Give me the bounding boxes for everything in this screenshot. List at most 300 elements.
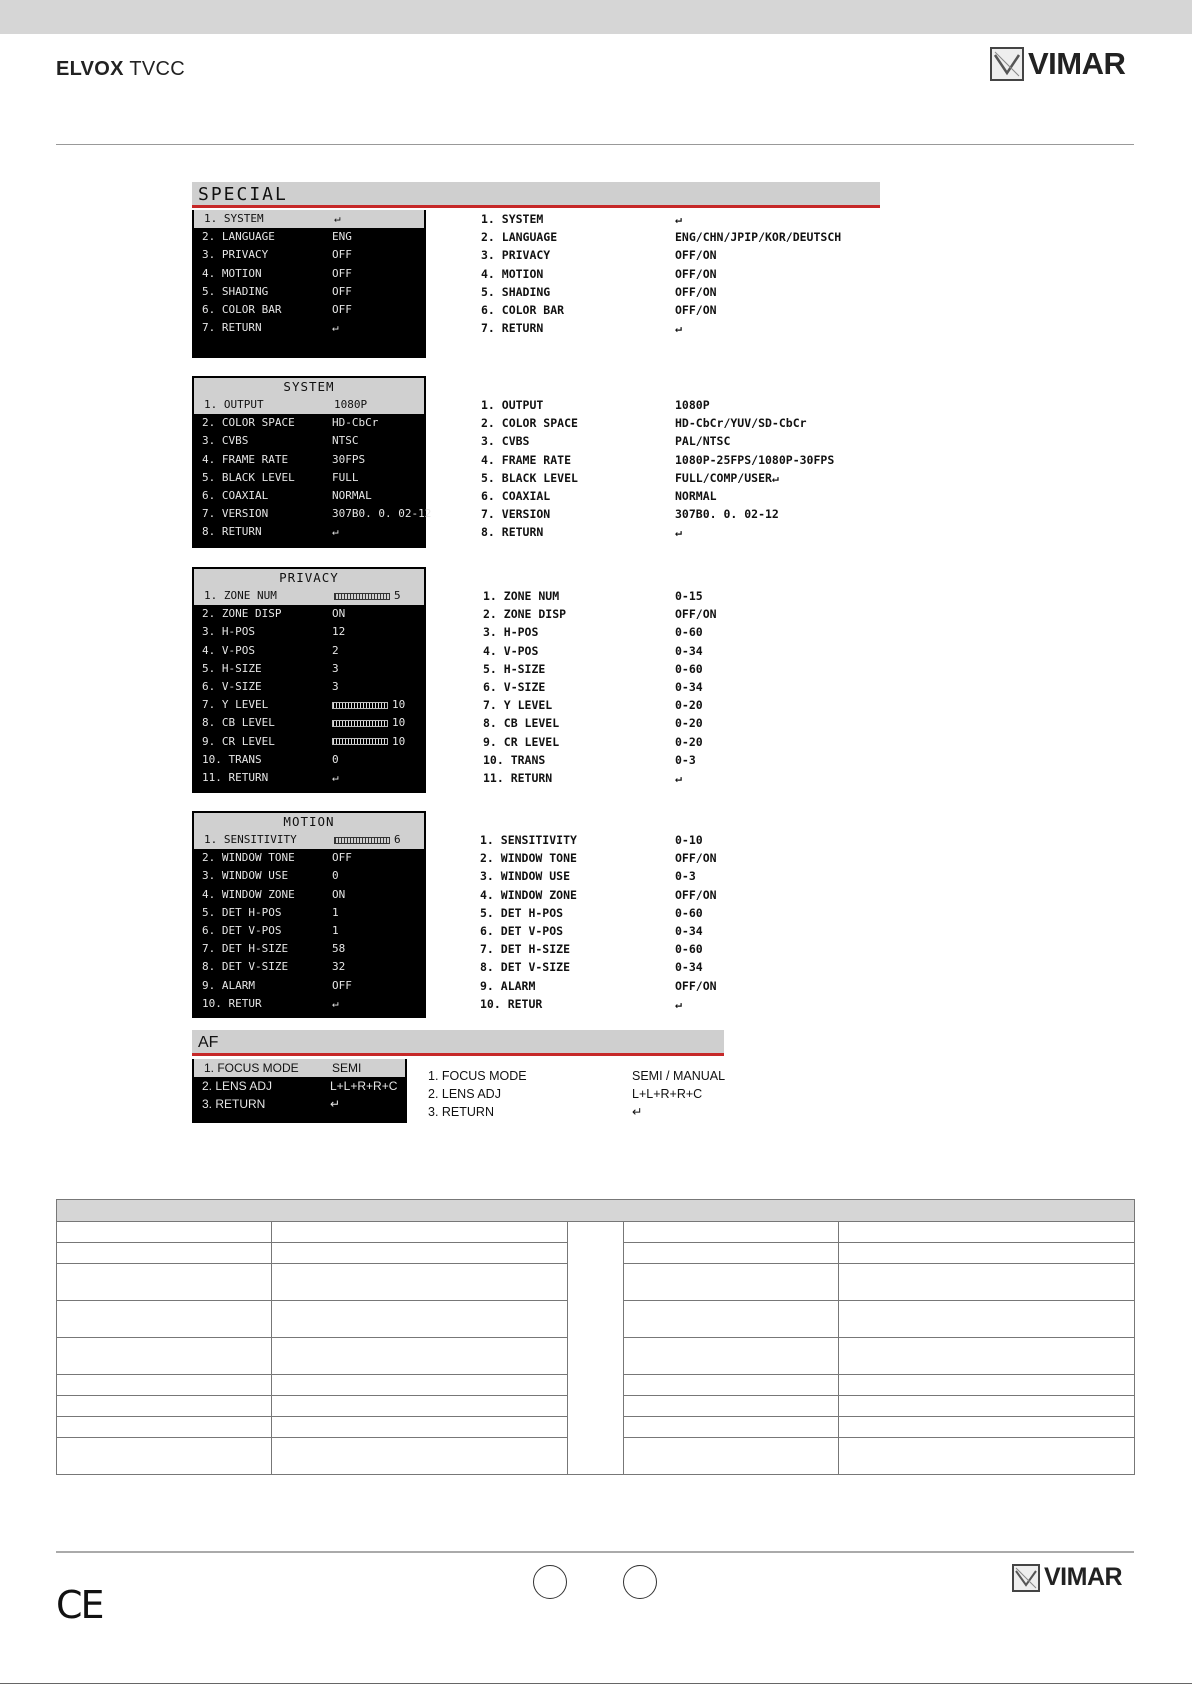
- table-cell: [271, 1438, 567, 1475]
- motion-osd-header: MOTION: [194, 813, 424, 831]
- level-bar-icon: [332, 738, 388, 745]
- osd-menu-row: [192, 904, 426, 922]
- option-range: 0-34: [675, 643, 703, 658]
- option-label: 2. WINDOW TONE: [480, 851, 577, 866]
- option-row: [481, 396, 881, 414]
- osd-value-text: 32: [332, 960, 346, 974]
- osd-item-label: 5. H-SIZE: [202, 661, 262, 675]
- table-cell: [839, 1338, 1135, 1375]
- osd-item-label: 8. CB LEVEL: [202, 716, 275, 730]
- option-range: OFF/ON: [675, 978, 717, 993]
- osd-item-value: [332, 958, 345, 976]
- osd-value-text: ON: [332, 607, 346, 621]
- option-label: 5. SHADING: [481, 284, 551, 299]
- option-label: 10. RETUR: [480, 996, 543, 1011]
- option-row: [483, 751, 883, 769]
- osd-menu-row: [192, 246, 426, 264]
- option-range: 0-60: [675, 905, 703, 920]
- osd-menu-row: [192, 523, 426, 541]
- option-label: 5. H-SIZE: [483, 661, 546, 676]
- option-label: 5. BLACK LEVEL: [481, 470, 578, 485]
- osd-item-label: 5. DET H-POS: [202, 905, 282, 919]
- af-banner: AF: [192, 1030, 724, 1056]
- option-label: 1. OUTPUT: [481, 398, 544, 412]
- table-cell: [271, 1417, 567, 1438]
- option-range: L+L+R+R+C: [632, 1087, 703, 1102]
- option-row: [481, 265, 881, 283]
- osd-item-label: 2. ZONE DISP: [202, 607, 282, 621]
- option-label: 1. FOCUS MODE: [428, 1069, 527, 1083]
- option-row: [481, 469, 881, 487]
- osd-menu-row: [192, 751, 426, 769]
- osd-value-text: 10: [392, 716, 406, 730]
- brand-light: TVCC: [129, 58, 185, 80]
- af-osd-panel: [192, 1059, 407, 1123]
- brand-title: [56, 58, 185, 81]
- osd-item-label: 9. CR LEVEL: [202, 734, 275, 748]
- option-range: ↵: [675, 996, 682, 1011]
- option-range: 0-3: [675, 869, 696, 884]
- table-cell: [57, 1222, 272, 1243]
- option-label: 3. H-POS: [483, 625, 539, 640]
- osd-menu-row: [192, 995, 426, 1013]
- option-range: 0-3: [675, 752, 696, 767]
- osd-value-text: ↵: [332, 996, 339, 1010]
- osd-value-text: 3: [332, 661, 339, 675]
- osd-item-value: [334, 587, 401, 605]
- osd-item-label: 10. RETUR: [202, 996, 262, 1010]
- osd-item-value: [332, 246, 352, 264]
- table-cell: [271, 1375, 567, 1396]
- osd-item-value: [334, 210, 341, 228]
- option-row: [481, 451, 881, 469]
- osd-item-label: 11. RETURN: [202, 770, 269, 784]
- option-range: 0-34: [675, 679, 703, 694]
- table-cell: [839, 1243, 1135, 1264]
- osd-item-label: 2. WINDOW TONE: [202, 851, 295, 865]
- osd-value-text: HD-CbCr: [332, 416, 379, 430]
- osd-value-text: L+L+R+R+C: [330, 1079, 398, 1094]
- system-osd-panel: [192, 376, 432, 548]
- table-cell: [624, 1375, 839, 1396]
- option-row: [480, 849, 880, 867]
- system-osd-header: SYSTEM: [194, 378, 424, 396]
- table-cell: [624, 1243, 839, 1264]
- table-cell: [624, 1438, 839, 1475]
- osd-item-label: 3. CVBS: [202, 434, 249, 448]
- osd-menu-row: [192, 228, 426, 246]
- option-range: 1080P-25FPS/1080P-30FPS: [675, 452, 835, 467]
- system-options-list: [481, 396, 881, 542]
- option-label: 8. RETURN: [481, 525, 544, 540]
- option-row: [481, 487, 881, 505]
- osd-item-label: 2. COLOR SPACE: [202, 416, 295, 430]
- osd-item-value: [332, 469, 359, 487]
- osd-item-label: 10. TRANS: [202, 752, 262, 766]
- option-row: [483, 714, 883, 732]
- osd-menu-row: [192, 283, 426, 301]
- osd-item-value: [332, 904, 339, 922]
- option-range: OFF/ON: [675, 887, 717, 902]
- table-cell: [57, 1375, 272, 1396]
- osd-item-value: [334, 396, 367, 414]
- osd-menu-row: [194, 1059, 405, 1077]
- option-range: NORMAL: [675, 488, 717, 503]
- motion-options-list: [480, 831, 880, 1013]
- certification-circle-1: [533, 1565, 567, 1599]
- option-row: [483, 605, 883, 623]
- osd-value-text: 2: [332, 643, 339, 657]
- table-cell: [839, 1438, 1135, 1475]
- option-row: [428, 1085, 738, 1103]
- osd-item-value: [332, 605, 345, 623]
- table-cell: [271, 1396, 567, 1417]
- osd-item-value: [332, 849, 352, 867]
- level-bar-icon: [334, 837, 390, 844]
- table-cell: [839, 1264, 1135, 1301]
- osd-value-text: ↵: [332, 525, 339, 539]
- footer-divider: [56, 1551, 1134, 1553]
- osd-menu-row: [192, 886, 426, 904]
- osd-menu-row: [192, 623, 426, 641]
- option-label: 4. FRAME RATE: [481, 452, 572, 467]
- option-label: 1. SYSTEM: [481, 212, 544, 226]
- osd-item-label: 4. V-POS: [202, 643, 255, 657]
- osd-item-value: [332, 696, 405, 714]
- osd-item-value: [332, 886, 345, 904]
- osd-value-text: 3: [332, 679, 339, 693]
- osd-item-value: [332, 922, 339, 940]
- option-range: 0-20: [675, 698, 703, 713]
- header-divider: [56, 144, 1134, 145]
- osd-menu-row: [192, 301, 426, 319]
- osd-item-label: 9. ALARM: [202, 978, 255, 992]
- table-cell: [271, 1222, 567, 1243]
- option-range: FULL/COMP/USER↵: [675, 470, 779, 485]
- vimar-logo-footer: [1012, 1563, 1122, 1592]
- table-cell: [57, 1243, 272, 1264]
- table-cell: [839, 1417, 1135, 1438]
- osd-item-value: [332, 487, 372, 505]
- osd-value-text: 1: [332, 923, 339, 937]
- option-range: ↵: [675, 525, 682, 540]
- table-cell: [624, 1338, 839, 1375]
- osd-menu-row: [192, 849, 426, 867]
- osd-value-text: 10: [392, 698, 406, 712]
- option-label: 11. RETURN: [483, 770, 553, 785]
- option-row: [428, 1067, 738, 1085]
- option-range: 0-60: [675, 625, 703, 640]
- option-range: ↵: [675, 770, 682, 785]
- osd-menu-row: [194, 396, 424, 414]
- osd-item-label: 3. PRIVACY: [202, 248, 269, 262]
- osd-item-label: 3. RETURN: [202, 1097, 266, 1112]
- osd-item-value: [332, 769, 339, 787]
- osd-item-label: 4. MOTION: [202, 266, 262, 280]
- option-row: [480, 940, 880, 958]
- specification-table: [56, 1199, 1135, 1475]
- table-cell: [57, 1417, 272, 1438]
- privacy-options-list: [483, 587, 883, 787]
- osd-value-text: OFF: [332, 302, 352, 316]
- osd-menu-row: [194, 831, 424, 849]
- option-row: [483, 660, 883, 678]
- osd-value-text: 1: [332, 905, 339, 919]
- option-row: [481, 414, 881, 432]
- osd-item-label: 7. Y LEVEL: [202, 698, 269, 712]
- osd-value-text: ↵: [334, 212, 341, 225]
- option-range: PAL/NTSC: [675, 434, 731, 449]
- osd-menu-row: [192, 432, 426, 450]
- table-cell: [624, 1222, 839, 1243]
- table-cell: [624, 1301, 839, 1338]
- osd-value-text: NORMAL: [332, 488, 372, 502]
- osd-item-label: 7. VERSION: [202, 507, 269, 521]
- motion-osd-panel: [192, 811, 426, 1018]
- option-row: [483, 733, 883, 751]
- osd-value-text: 12: [332, 625, 346, 639]
- table-cell: [839, 1375, 1135, 1396]
- table-cell: [57, 1338, 272, 1375]
- osd-menu-row: [192, 1095, 407, 1113]
- osd-menu-row: [192, 922, 426, 940]
- osd-menu-row: [194, 587, 424, 605]
- vimar-logo-header: [990, 46, 1125, 82]
- option-label: 2. COLOR SPACE: [481, 416, 578, 431]
- osd-value-text: ENG: [332, 230, 352, 244]
- option-label: 5. DET H-POS: [480, 905, 564, 920]
- osd-value-text: NTSC: [332, 434, 359, 448]
- option-range: 0-10: [675, 833, 703, 847]
- osd-menu-row: [192, 769, 426, 787]
- osd-item-value: [334, 831, 401, 849]
- table-cell: [57, 1264, 272, 1301]
- option-range: ENG/CHN/JPIP/KOR/DEUTSCH: [675, 230, 842, 245]
- osd-menu-row: [192, 867, 426, 885]
- option-row: [480, 977, 880, 995]
- osd-menu-row: [192, 414, 426, 432]
- osd-value-text: OFF: [332, 851, 352, 865]
- option-row: [480, 958, 880, 976]
- osd-item-label: 5. BLACK LEVEL: [202, 470, 295, 484]
- option-range: 0-60: [675, 942, 703, 957]
- option-range: 0-20: [675, 716, 703, 731]
- osd-menu-row: [192, 505, 432, 523]
- option-range: OFF/ON: [675, 607, 717, 622]
- ce-mark: CE: [56, 1583, 103, 1627]
- osd-item-label: 1. SENSITIVITY: [204, 833, 297, 846]
- osd-item-value: [332, 1059, 361, 1077]
- osd-item-label: 4. FRAME RATE: [202, 452, 289, 466]
- option-row: [483, 696, 883, 714]
- osd-item-value: [332, 228, 352, 246]
- option-range: 0-34: [675, 960, 703, 975]
- privacy-osd-panel: [192, 567, 426, 793]
- option-row: [481, 523, 881, 541]
- option-row: [481, 228, 881, 246]
- osd-value-text: 307B0. 0. 02-12: [332, 507, 432, 521]
- vimar-logo-text: VIMAR: [1028, 46, 1126, 81]
- osd-value-text: OFF: [332, 978, 352, 992]
- option-label: 6. DET V-POS: [480, 923, 564, 938]
- osd-item-value: [332, 642, 339, 660]
- af-options-list: [428, 1067, 738, 1122]
- osd-menu-row: [192, 605, 426, 623]
- option-row: [480, 904, 880, 922]
- option-label: 9. CR LEVEL: [483, 734, 560, 749]
- option-label: 2. LENS ADJ: [428, 1087, 501, 1102]
- privacy-osd-header: PRIVACY: [194, 569, 424, 587]
- option-label: 7. DET H-SIZE: [480, 942, 571, 957]
- page-bottom-line: [0, 1683, 1192, 1684]
- option-range: OFF/ON: [675, 284, 717, 299]
- option-label: 8. CB LEVEL: [483, 716, 560, 731]
- osd-value-text: FULL: [332, 470, 359, 484]
- option-range: OFF/ON: [675, 248, 717, 263]
- osd-item-label: 6. V-SIZE: [202, 679, 262, 693]
- top-bar: [0, 0, 1192, 34]
- osd-menu-row: [192, 678, 426, 696]
- option-label: 4. WINDOW ZONE: [480, 887, 577, 902]
- option-row: [483, 623, 883, 641]
- option-row: [483, 678, 883, 696]
- osd-item-value: [332, 432, 359, 450]
- osd-value-text: 58: [332, 942, 346, 956]
- option-range: 307B0. 0. 02-12: [675, 507, 779, 522]
- table-cell: [839, 1222, 1135, 1243]
- option-label: 3. CVBS: [481, 434, 530, 449]
- option-label: 7. Y LEVEL: [483, 698, 553, 713]
- osd-menu-row: [192, 642, 426, 660]
- osd-menu-row: [192, 1077, 407, 1095]
- osd-menu-row: [192, 696, 426, 714]
- osd-item-value: [332, 940, 345, 958]
- option-row: [480, 995, 880, 1013]
- osd-value-text: OFF: [332, 266, 352, 280]
- option-range: HD-CbCr/YUV/SD-CbCr: [675, 416, 807, 431]
- osd-item-value: [332, 660, 339, 678]
- option-range: 0-34: [675, 923, 703, 938]
- osd-item-label: 4. WINDOW ZONE: [202, 887, 295, 901]
- osd-value-text: 10: [392, 734, 406, 748]
- option-range: OFF/ON: [675, 302, 717, 317]
- osd-menu-row: [192, 733, 426, 751]
- special-options-list: [481, 210, 881, 337]
- table-cell: [624, 1264, 839, 1301]
- option-label: 9. ALARM: [480, 978, 536, 993]
- osd-item-label: 6. DET V-POS: [202, 923, 282, 937]
- option-row: [483, 769, 883, 787]
- option-range: 0-15: [675, 589, 703, 603]
- osd-item-value: [332, 283, 352, 301]
- osd-value-text: OFF: [332, 284, 352, 298]
- option-row: [480, 886, 880, 904]
- osd-item-value: [332, 523, 339, 541]
- osd-item-value: [332, 678, 339, 696]
- option-label: 10. TRANS: [483, 752, 546, 767]
- certification-circle-2: [623, 1565, 657, 1599]
- option-label: 6. COLOR BAR: [481, 302, 565, 317]
- option-row: [483, 587, 883, 605]
- osd-item-value: [332, 414, 378, 432]
- osd-value-text: 0: [332, 869, 339, 883]
- osd-item-value: [332, 265, 352, 283]
- osd-menu-row: [192, 714, 426, 732]
- osd-item-value: [332, 867, 339, 885]
- table-cell: [271, 1301, 567, 1338]
- level-bar-icon: [332, 702, 388, 709]
- osd-item-label: 5. SHADING: [202, 284, 269, 298]
- osd-item-label: 6. COAXIAL: [202, 488, 269, 502]
- osd-value-text: SEMI: [332, 1061, 362, 1075]
- vimar-logo-icon: [990, 47, 1024, 81]
- osd-value-text: 6: [394, 833, 401, 846]
- osd-item-label: 6. COLOR BAR: [202, 302, 282, 316]
- osd-value-text: 1080P: [334, 398, 368, 411]
- osd-value-text: OFF: [332, 248, 352, 262]
- option-label: 2. ZONE DISP: [483, 607, 567, 622]
- osd-value-text: ↵: [330, 1097, 341, 1112]
- option-range: 0-20: [675, 734, 703, 749]
- option-range: 0-60: [675, 661, 703, 676]
- osd-menu-row: [192, 977, 426, 995]
- osd-item-value: [330, 1077, 397, 1095]
- option-row: [480, 922, 880, 940]
- option-label: 7. RETURN: [481, 321, 544, 336]
- option-row: [483, 642, 883, 660]
- osd-menu-row: [194, 210, 424, 228]
- option-label: 2. LANGUAGE: [481, 230, 558, 245]
- osd-menu-row: [192, 265, 426, 283]
- option-label: 6. V-SIZE: [483, 679, 546, 694]
- special-banner: SPECIAL: [192, 182, 880, 208]
- option-label: 1. SENSITIVITY: [480, 833, 577, 847]
- table-cell: [271, 1338, 567, 1375]
- osd-value-text: 5: [394, 589, 401, 602]
- option-row: [481, 246, 881, 264]
- osd-item-value: [332, 505, 431, 523]
- osd-item-value: [332, 714, 405, 732]
- osd-value-text: ON: [332, 887, 346, 901]
- osd-menu-row: [192, 319, 426, 337]
- table-cell: [57, 1301, 272, 1338]
- osd-value-text: 0: [332, 752, 339, 766]
- osd-item-value: [332, 623, 345, 641]
- osd-item-value: [332, 451, 365, 469]
- osd-item-label: 1. FOCUS MODE: [204, 1061, 299, 1075]
- option-range: OFF/ON: [675, 266, 717, 281]
- option-range: 1080P: [675, 398, 710, 412]
- table-cell: [839, 1301, 1135, 1338]
- vimar-logo-text: VIMAR: [1044, 1563, 1123, 1591]
- osd-item-label: 1. SYSTEM: [204, 212, 264, 225]
- table-cell: [271, 1243, 567, 1264]
- option-row: [480, 831, 880, 849]
- table-cell: [57, 1438, 272, 1475]
- osd-menu-row: [192, 958, 426, 976]
- osd-menu-row: [192, 660, 426, 678]
- option-label: 4. MOTION: [481, 266, 544, 281]
- option-row: [481, 210, 881, 228]
- osd-item-label: 3. H-POS: [202, 625, 255, 639]
- option-range: OFF/ON: [675, 851, 717, 866]
- osd-item-label: 1. ZONE NUM: [204, 589, 277, 602]
- osd-item-value: [332, 301, 352, 319]
- option-label: 4. V-POS: [483, 643, 539, 658]
- osd-item-value: [330, 1095, 340, 1113]
- option-label: 7. VERSION: [481, 507, 551, 522]
- option-row: [428, 1103, 738, 1121]
